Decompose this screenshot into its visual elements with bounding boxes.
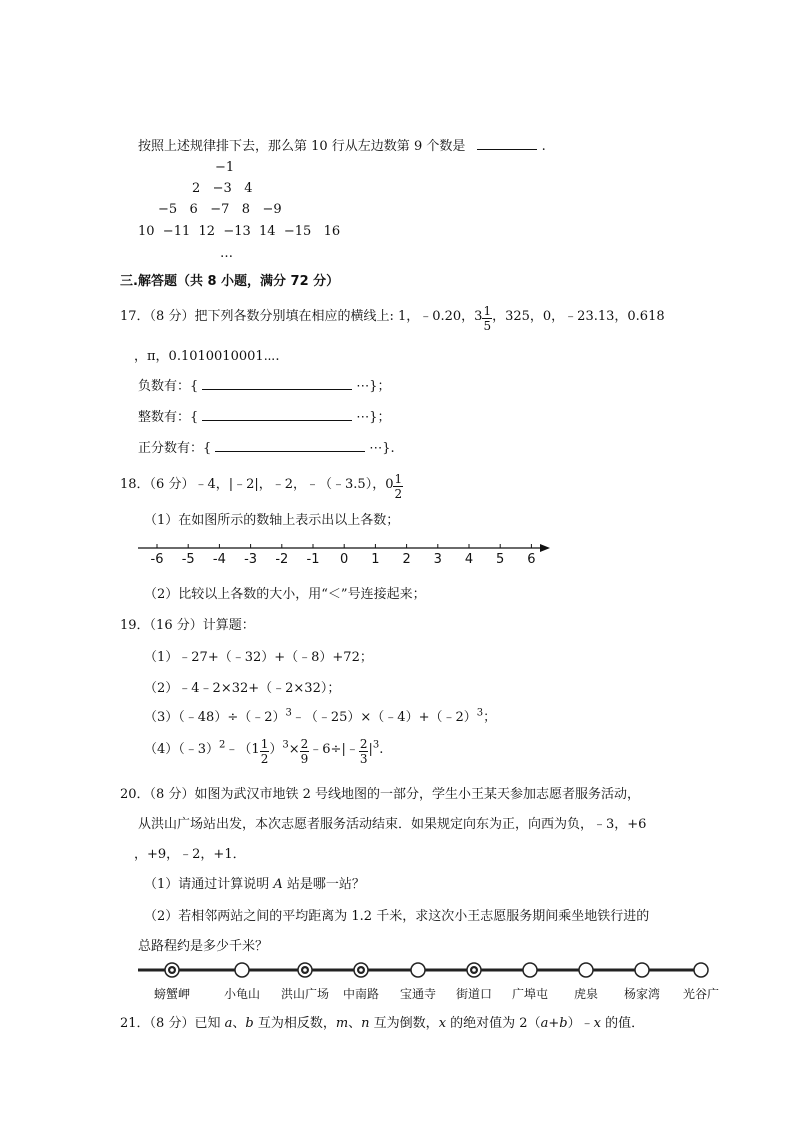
tick-label: 0 xyxy=(340,552,349,567)
q19-p4-c: ） xyxy=(269,742,283,757)
station-marker xyxy=(635,963,649,977)
intro-end: . xyxy=(541,139,546,154)
q19-p3-exp2: 3 xyxy=(476,707,484,719)
q20-line3: ，+9，﹣2，+1． xyxy=(134,847,246,862)
q17-line1 xyxy=(120,304,665,333)
triangle-row-2: 2 −3 4 xyxy=(192,181,253,196)
q18-frac-den: 2 xyxy=(394,487,403,501)
q18-text: 18．（6 分）﹣4，|﹣2|，﹣2，﹣（﹣3.5），0 xyxy=(120,477,394,492)
q19-p4-exp1: 2 xyxy=(219,739,226,751)
station-label: 虎泉 xyxy=(573,987,599,1001)
q17-line2: ，π，0.1010010001⋯. xyxy=(134,349,280,364)
number-line xyxy=(130,535,560,575)
q18-fraction xyxy=(393,472,403,501)
q21-g: + xyxy=(548,1016,560,1031)
q21-var-a: a xyxy=(224,1016,233,1031)
q19-p4-f1-num: 1 xyxy=(260,737,269,751)
tick-label: 4 xyxy=(464,552,474,567)
q19-p4-f3-den: 3 xyxy=(359,752,368,766)
station-label: 小龟山 xyxy=(223,987,261,1001)
q21-var-x: x xyxy=(438,1016,447,1031)
q19-p4-frac1 xyxy=(260,737,270,766)
station-label: 杨家湾 xyxy=(623,987,661,1001)
q19-p4-b: ﹣（1 xyxy=(225,742,260,757)
q21-i: 的值． xyxy=(600,1016,645,1031)
fraction-label: 正分数有：{ xyxy=(138,441,212,456)
triangle-row-3: −5 6 −7 8 −9 xyxy=(158,202,282,217)
tick-label: -2 xyxy=(275,552,289,567)
fraction-blank[interactable] xyxy=(215,451,365,452)
q20-sub1-a: （1）请通过计算说明 xyxy=(144,877,274,892)
transfer-icon-center xyxy=(303,968,307,972)
tick-label: 3 xyxy=(433,552,442,567)
triangle-row-4: 10 −11 12 −13 14 −15 16 xyxy=(138,224,341,239)
q19-p3-a: （3）（﹣48）÷（﹣2） xyxy=(144,710,286,725)
tick-label: 2 xyxy=(402,552,411,567)
section-heading: 三.解答题（共 8 小题，满分 72 分） xyxy=(120,274,340,289)
station-marker xyxy=(411,963,425,977)
q19-p4-g: | xyxy=(368,742,373,757)
q20-sub2b: 总路程约是多少千米？ xyxy=(138,939,269,954)
station-label: 广埠屯 xyxy=(511,987,549,1001)
q18-frac-num: 1 xyxy=(394,472,403,486)
q19-part4 xyxy=(144,737,383,766)
fraction-tail: ⋯}. xyxy=(369,441,395,456)
triangle-row-1: −1 xyxy=(215,160,235,175)
q17-fraction xyxy=(482,304,492,333)
q20-sub1-var: A xyxy=(273,877,283,892)
station-label: 中南路 xyxy=(342,987,380,1001)
q19-p4-f2-num: 2 xyxy=(300,737,309,751)
station-marker xyxy=(579,963,593,977)
transfer-icon-center xyxy=(170,968,174,972)
station-marker xyxy=(523,963,537,977)
metro-line-map xyxy=(136,958,720,1006)
q18-line1 xyxy=(120,472,403,501)
q19-p4-f1-den: 2 xyxy=(260,752,269,766)
q17-frac-num: 1 xyxy=(483,304,492,318)
q21-b: 、 xyxy=(232,1016,246,1031)
q21-var-m: m xyxy=(335,1016,349,1031)
station-label: 光谷广 xyxy=(682,987,720,1001)
q19-p4-a: （4）（﹣3） xyxy=(144,742,220,757)
q21-var-b: b xyxy=(245,1016,254,1031)
q19-part2: （2）﹣4﹣2×32+（﹣2×32）； xyxy=(144,681,341,696)
negative-tail: ⋯}； xyxy=(356,379,391,394)
q19-p3-c: ； xyxy=(483,710,497,725)
q19-p4-e: ﹣6÷|﹣ xyxy=(309,742,359,757)
q21-f: 的绝对值为 2（ xyxy=(446,1016,541,1031)
q21-d: 、 xyxy=(348,1016,362,1031)
q19-p3-exp1: 3 xyxy=(285,707,292,719)
q21-e: 互为倒数， xyxy=(369,1016,439,1031)
transfer-icon-center xyxy=(472,968,476,972)
q21-a: 21．（8 分）已知 xyxy=(120,1016,225,1031)
q19-title: 19．（16 分）计算题： xyxy=(120,618,255,633)
station-label: 街道口 xyxy=(455,987,493,1001)
q21-var-x2: x xyxy=(593,1016,601,1031)
tick-label: -1 xyxy=(306,552,320,567)
q21-h: ）﹣ xyxy=(567,1016,594,1031)
integer-blank[interactable] xyxy=(202,420,352,421)
q19-p4-h: . xyxy=(379,742,384,757)
transfer-icon-center xyxy=(359,968,363,972)
intro-question xyxy=(138,135,546,154)
q19-p3-b: ﹣（﹣25）×（﹣4）+（﹣2） xyxy=(291,710,477,725)
answer-blank[interactable] xyxy=(477,149,537,150)
q19-p4-exp3: 3 xyxy=(372,739,380,751)
q20-sub1-b: 站是哪一站？ xyxy=(282,877,365,892)
q21-line xyxy=(120,1012,644,1031)
integer-label: 整数有：{ xyxy=(138,410,199,425)
negative-blank[interactable] xyxy=(202,389,352,390)
station-label: 洪山广场 xyxy=(280,987,330,1001)
q19-p4-d: × xyxy=(288,742,300,757)
tick-label: -6 xyxy=(150,552,164,567)
intro-text: 按照上述规律排下去，那么第 10 行从左边数第 9 个数是 xyxy=(138,139,466,154)
station-marker xyxy=(694,963,708,977)
station-marker xyxy=(235,963,249,977)
q18-sub2: （2）比较以上各数的大小，用“＜”号连接起来； xyxy=(144,587,426,602)
q17-frac-den: 5 xyxy=(483,319,492,333)
q18-sub1: （1）在如图所示的数轴上表示出以上各数； xyxy=(144,513,400,528)
q21-var-a2: a xyxy=(540,1016,549,1031)
q19-part1: （1）﹣27+（﹣32）+（﹣8）+72； xyxy=(144,650,373,665)
q21-var-b2: b xyxy=(559,1016,568,1031)
q20-sub2a: （2）若相邻两站之间的平均距离为 1.2 千米，求这次小王志愿服务期间乘坐地铁行进的 xyxy=(144,909,650,924)
q17-fraction-row xyxy=(138,437,395,456)
q17-integer-row xyxy=(138,406,391,425)
q19-p4-f3-num: 2 xyxy=(359,737,368,751)
q19-p4-f2-den: 9 xyxy=(300,752,309,766)
triangle-row-5: … xyxy=(220,246,233,261)
q20-line1: 20．（8 分）如图为武汉市地铁 2 号线地图的一部分，学生小王某天参加志愿者服务活动， xyxy=(120,787,640,802)
tick-label: -3 xyxy=(244,552,258,567)
q17-text-b: ，325，0，﹣23.13，0.618 xyxy=(492,309,665,324)
tick-label: -5 xyxy=(181,552,195,567)
q17-negative-row xyxy=(138,375,391,394)
station-label: 宝通寺 xyxy=(399,987,437,1001)
q21-var-n: n xyxy=(361,1016,370,1031)
q21-c: 互为相反数， xyxy=(253,1016,336,1031)
integer-tail: ⋯}； xyxy=(356,410,391,425)
number-line-arrow xyxy=(540,544,550,552)
q19-p4-exp2: 3 xyxy=(282,739,289,751)
tick-label: 5 xyxy=(496,552,505,567)
q20-line2: 从洪山广场站出发，本次志愿者服务活动结束．如果规定向东为正，向西为负，﹣3，+6 xyxy=(138,817,647,832)
tick-label: 1 xyxy=(371,552,380,567)
tick-label: 6 xyxy=(527,552,536,567)
q17-text: 17．（8 分）把下列各数分别填在相应的横线上: 1，﹣0.20，3 xyxy=(120,309,483,324)
q19-part3 xyxy=(144,706,496,725)
negative-label: 负数有：{ xyxy=(138,379,199,394)
q20-sub1 xyxy=(144,873,365,892)
tick-label: -4 xyxy=(212,552,226,567)
station-label: 螃蟹岬 xyxy=(153,987,191,1001)
q19-p4-frac2 xyxy=(300,737,310,766)
